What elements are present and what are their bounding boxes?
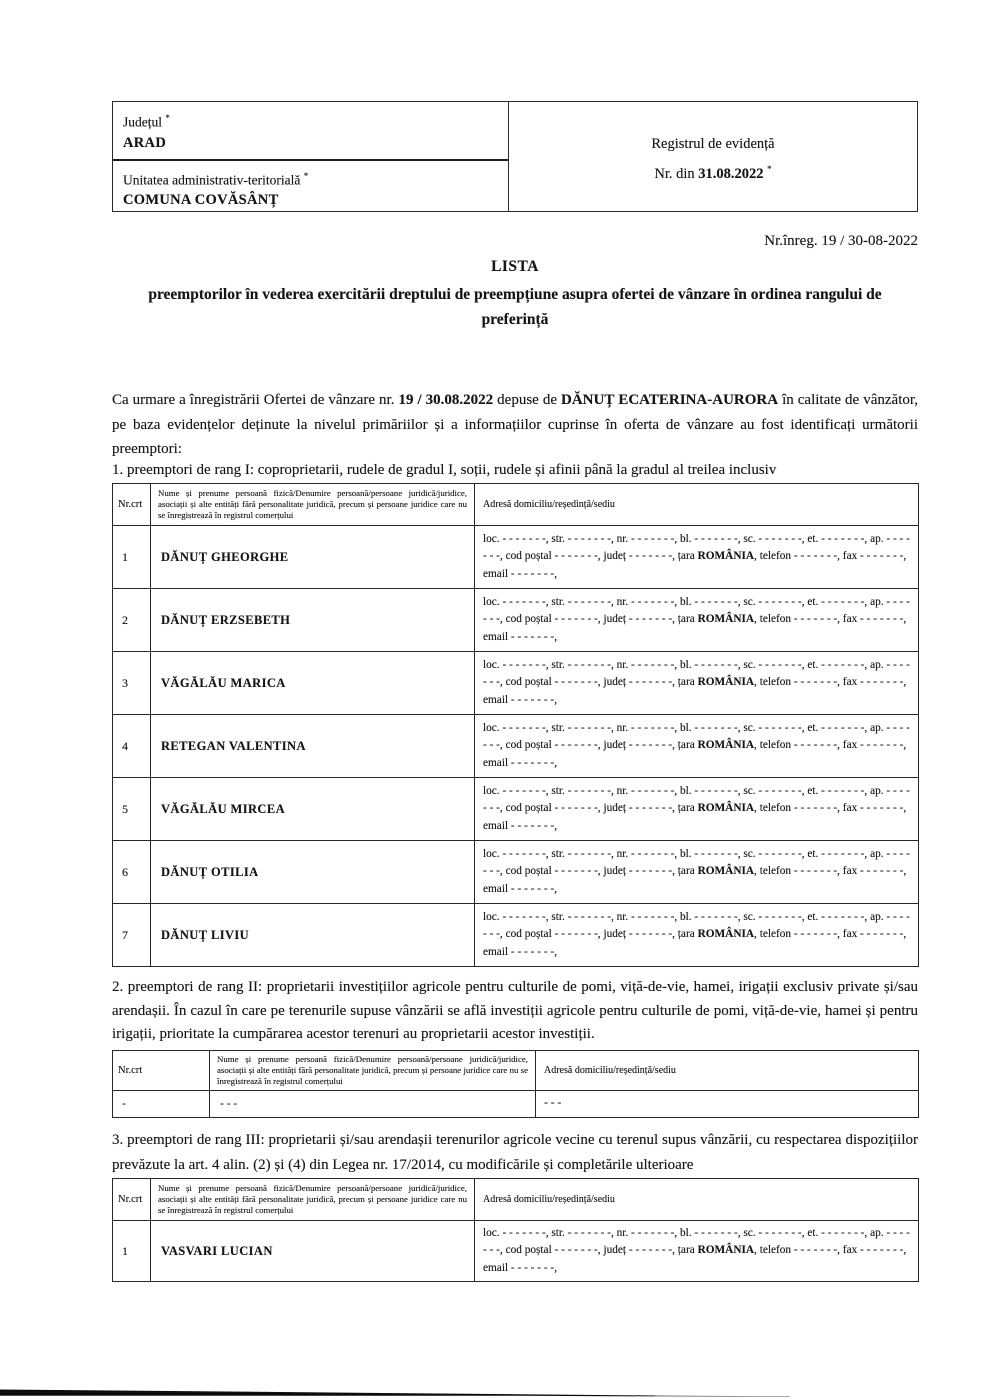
uat-cell (113, 161, 508, 212)
address-cell: loc. - - - - - - -, str. - - - - - - -, nr. - - - - - - -, bl. - - - - - - -, sc. - - - - - - -, et. - - - - - - -, ap. - - - - - - -, cod poștal - - - - - - -, județ - - - - - - -, țara ROMÂNIA, telefon - - - - - - -, fax - - - - - - -, email - - - - - - -, (475, 904, 919, 967)
header-box-left (113, 102, 509, 211)
address-cell: loc. - - - - - - -, str. - - - - - - -, nr. - - - - - - -, bl. - - - - - - -, sc. - - - - - - -, et. - - - - - - -, ap. - - - - - - -, cod poștal - - - - - - -, județ - - - - - - -, țara ROMÂNIA, telefon - - - - - - -, fax - - - - - - -, email - - - - - - -, (475, 1221, 919, 1282)
row-number: 3 (113, 652, 151, 715)
preemptor-name: RETEGAN VALENTINA (151, 715, 475, 778)
address-cell: loc. - - - - - - -, str. - - - - - - -, nr. - - - - - - -, bl. - - - - - - -, sc. - - - - - - -, et. - - - - - - -, ap. - - - - - - -, cod poștal - - - - - - -, județ - - - - - - -, țara ROMÂNIA, telefon - - - - - - -, fax - - - - - - -, email - - - - - - -, (475, 526, 919, 589)
preemptor-name: DĂNUȚ ERZSEBETH (151, 589, 475, 652)
offer-number: 19 / 30.08.2022 (398, 392, 494, 408)
header-box (112, 101, 918, 212)
seller-name: DĂNUȚ ECATERINA-AURORA (561, 392, 779, 408)
row-number: 4 (113, 715, 151, 778)
section-rang2-heading: 2. preemptori de rang II: proprietarii investițiilor agricole pentru culturile de pomi, viță-de-vie, hamei, irigații exclusiv private și/sau arendașii. În cazul în care pe terenurile supuse vânzării se află investiții agricole pentru culturile de pomi, viță-de-vie, hamei și pentru irigații, prioritate la cumpărarea acestor terenuri au proprietarii acestor investiții. (112, 979, 918, 1042)
page-subtitle-line1: preemptorilor în vederea exercitării dreptului de preempțiune asupra ofertei de vânzare în ordinea rangului de (148, 286, 882, 303)
table-row (113, 715, 919, 778)
asterisk-mark: * (165, 113, 170, 123)
table-rang3 (112, 1178, 919, 1282)
preemptor-name: VĂGĂLĂU MIRCEA (151, 778, 475, 841)
registration-number-line: Nr.înreg. 19 / 30-08-2022 (764, 233, 918, 249)
row-number: 5 (113, 778, 151, 841)
section-rang3-heading: 3. preemptori de rang III: proprietarii și/sau arendașii terenurilor agricole vecine cu terenul supus vânzării, cu respectarea dispozițiilor prevăzute la art. 4 alin. (2) și (4) din Legea nr. 17/2014, cu modificările și completările ulterioare (112, 1132, 918, 1173)
scan-artifact-line (0, 1386, 820, 1400)
table-row (113, 652, 919, 715)
county-cell (113, 102, 508, 161)
preemptor-name: VĂGĂLĂU MARICA (151, 652, 475, 715)
registry-number: Nr. din 31.08.2022 * (654, 164, 772, 182)
preemptor-name: VASVARI LUCIAN (151, 1221, 475, 1282)
address-cell: loc. - - - - - - -, str. - - - - - - -, nr. - - - - - - -, bl. - - - - - - -, sc. - - - - - - -, et. - - - - - - -, ap. - - - - - - -, cod poștal - - - - - - -, județ - - - - - - -, țara ROMÂNIA, telefon - - - - - - -, fax - - - - - - -, email - - - - - - -, (475, 715, 919, 778)
address-cell: loc. - - - - - - -, str. - - - - - - -, nr. - - - - - - -, bl. - - - - - - -, sc. - - - - - - -, et. - - - - - - -, ap. - - - - - - -, cod poștal - - - - - - -, județ - - - - - - -, țara ROMÂNIA, telefon - - - - - - -, fax - - - - - - -, email - - - - - - -, (475, 778, 919, 841)
col-header-address: Adresă domiciliu/reședință/sediu (475, 484, 919, 526)
page-subtitle (112, 282, 918, 332)
col-header-address: Adresă domiciliu/reședință/sediu (536, 1051, 919, 1091)
uat-label: Unitatea administrativ-teritorială * (123, 170, 309, 187)
table-header-row (113, 1179, 919, 1221)
uat-value: COMUNA COVĂSÂNȚ (123, 192, 279, 208)
address-cell: - - - (536, 1091, 919, 1118)
asterisk-mark: * (303, 170, 309, 181)
county-label: Județul * (123, 113, 170, 130)
page-title: LISTA (491, 258, 539, 275)
address-cell: loc. - - - - - - -, str. - - - - - - -, nr. - - - - - - -, bl. - - - - - - -, sc. - - - - - - -, et. - - - - - - -, ap. - - - - - - -, cod poștal - - - - - - -, județ - - - - - - -, țara ROMÂNIA, telefon - - - - - - -, fax - - - - - - -, email - - - - - - -, (475, 652, 919, 715)
preemptor-name: DĂNUȚ LIVIU (151, 904, 475, 967)
table-row (113, 1091, 919, 1118)
table-row (113, 778, 919, 841)
address-cell: loc. - - - - - - -, str. - - - - - - -, nr. - - - - - - -, bl. - - - - - - -, sc. - - - - - - -, et. - - - - - - -, ap. - - - - - - -, cod poștal - - - - - - -, județ - - - - - - -, țara ROMÂNIA, telefon - - - - - - -, fax - - - - - - -, email - - - - - - -, (475, 841, 919, 904)
row-number: - (113, 1091, 210, 1118)
col-header-nr: Nr.crt (113, 484, 151, 526)
asterisk-mark: * (767, 164, 772, 174)
table-header-row (113, 484, 919, 526)
col-header-nr: Nr.crt (113, 1179, 151, 1221)
intro-paragraph: Ca urmare a înregistrării Ofertei de vânzare nr. 19 / 30.08.2022 depuse de DĂNUȚ ECATERINA-AURORA în calitate de vânzător, pe baza evidențelor deținute la nivelul primăriilor și a informațiilor cuprinse în oferta de vânzare au fost identificați următorii preemptori: (112, 392, 919, 457)
col-header-address: Adresă domiciliu/reședință/sediu (475, 1179, 919, 1221)
preemptor-name: - - - (210, 1091, 536, 1118)
table-row (113, 841, 919, 904)
col-header-name: Nume și prenume persoană fizică/Denumire persoană/persoane juridică/juridice, asociații și alte entități fără personalitate juridică, precum și persoane juridice care nu se înregistrează în registrul comerțului (151, 1179, 475, 1221)
col-header-name: Nume și prenume persoană fizică/Denumire persoană/persoane juridică/juridice, asociații și alte entități fără personalitate juridică, precum și persoane juridice care nu se înregistrează în registrul comerțului (210, 1051, 536, 1091)
row-number: 2 (113, 589, 151, 652)
registry-cell (509, 102, 917, 211)
row-number: 6 (113, 841, 151, 904)
table-row (113, 904, 919, 967)
table-row (113, 1221, 919, 1282)
section-rang1-heading: 1. preemptori de rang I: coproprietarii, rudele de gradul I, soții, rudele și afinii până la gradul al treilea inclusiv (112, 462, 777, 478)
table-rang2 (112, 1050, 919, 1118)
row-number: 1 (113, 1221, 151, 1282)
row-number: 7 (113, 904, 151, 967)
preemptor-name: DĂNUȚ GHEORGHE (151, 526, 475, 589)
table-header-row (113, 1051, 919, 1091)
address-cell: loc. - - - - - - -, str. - - - - - - -, nr. - - - - - - -, bl. - - - - - - -, sc. - - - - - - -, et. - - - - - - -, ap. - - - - - - -, cod poștal - - - - - - -, județ - - - - - - -, țara ROMÂNIA, telefon - - - - - - -, fax - - - - - - -, email - - - - - - -, (475, 589, 919, 652)
registry-label: Registrul de evidență (651, 136, 775, 152)
table-row (113, 526, 919, 589)
col-header-nr: Nr.crt (113, 1051, 210, 1091)
table-rang1 (112, 483, 919, 967)
page-subtitle-line2: preferință (481, 311, 549, 328)
row-number: 1 (113, 526, 151, 589)
preemptor-name: DĂNUȚ OTILIA (151, 841, 475, 904)
col-header-name: Nume și prenume persoană fizică/Denumire persoană/persoane juridică/juridice, asociații și alte entități fără personalitate juridică, precum și persoane juridice care nu se înregistrează în registrul comerțului (151, 484, 475, 526)
table-row (113, 589, 919, 652)
county-value: ARAD (123, 134, 167, 151)
